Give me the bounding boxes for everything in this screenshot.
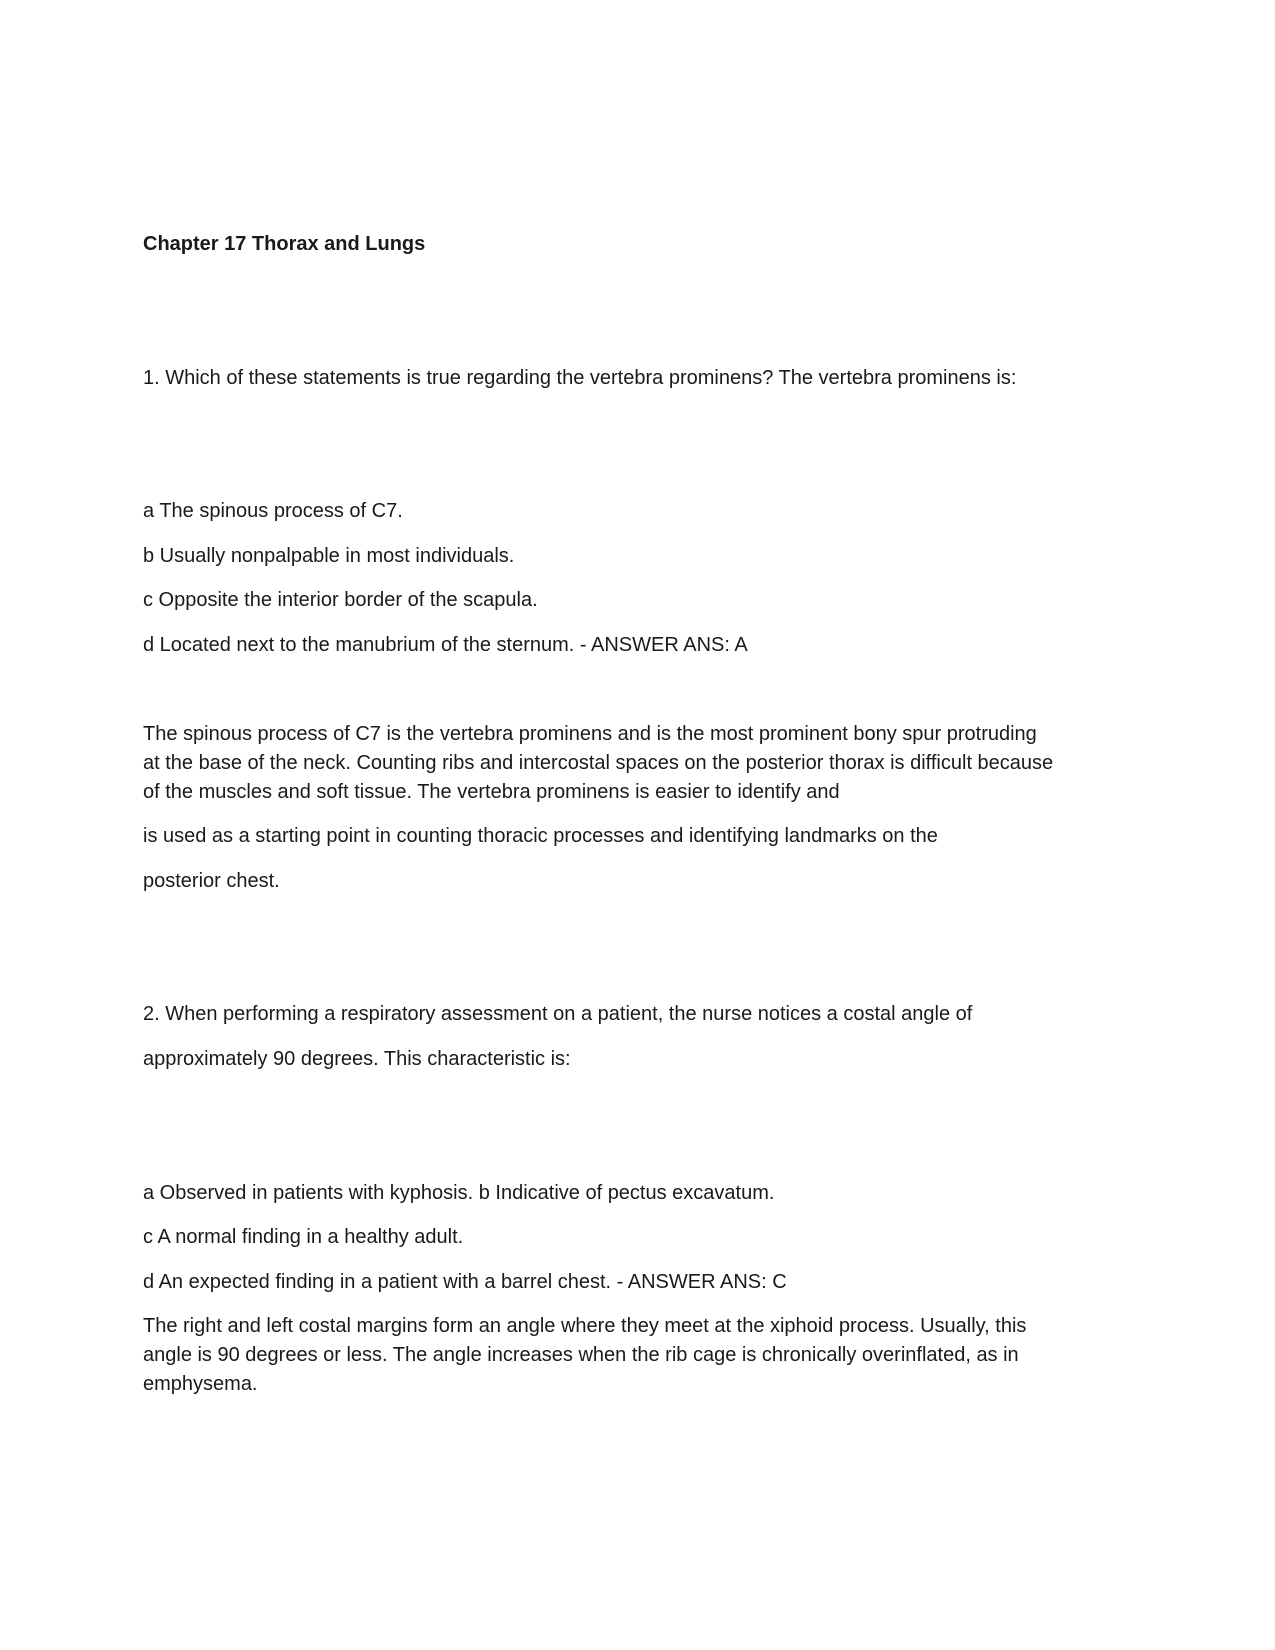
question-2-rationale-line-1: The right and left costal margins form an angle where they meet at the xiphoid process. Usually, this [143, 1315, 1027, 1337]
question-1-rationale-line-4: is used as a starting point in counting thoracic processes and identifying landmarks on the [143, 825, 938, 847]
chapter-title: Chapter 17 Thorax and Lungs [143, 233, 426, 255]
question-2-rationale-line-2: angle is 90 degrees or less. The angle increases when the rib cage is chronically overinflated, as in [143, 1344, 1019, 1366]
question-1-option-a: a The spinous process of C7. [143, 500, 403, 522]
question-1-option-d: d Located next to the manubrium of the sternum. - ANSWER ANS: A [143, 634, 748, 656]
question-2-option-c: c A normal finding in a healthy adult. [143, 1226, 464, 1248]
question-1-rationale-line-3: of the muscles and soft tissue. The vertebra prominens is easier to identify and [143, 781, 840, 803]
question-2-rationale-line-3: emphysema. [143, 1373, 258, 1395]
question-1-text: 1. Which of these statements is true regarding the vertebra prominens? The vertebra prominens is: [143, 367, 1017, 389]
question-2-text-line-1: 2. When performing a respiratory assessment on a patient, the nurse notices a costal angle of [143, 1003, 973, 1025]
question-1-option-b: b Usually nonpalpable in most individuals. [143, 545, 515, 567]
question-1-option-c: c Opposite the interior border of the scapula. [143, 589, 538, 611]
question-2-text-line-2: approximately 90 degrees. This characteristic is: [143, 1048, 571, 1070]
question-1-rationale-line-5: posterior chest. [143, 870, 280, 892]
question-2-option-ab: a Observed in patients with kyphosis. b Indicative of pectus excavatum. [143, 1182, 775, 1204]
question-2-option-d: d An expected finding in a patient with a barrel chest. - ANSWER ANS: C [143, 1271, 787, 1293]
question-1-rationale-line-2: at the base of the neck. Counting ribs and intercostal spaces on the posterior thorax is difficult because [143, 752, 1054, 774]
question-1-rationale-line-1: The spinous process of C7 is the vertebra prominens and is the most prominent bony spur protruding [143, 723, 1037, 745]
